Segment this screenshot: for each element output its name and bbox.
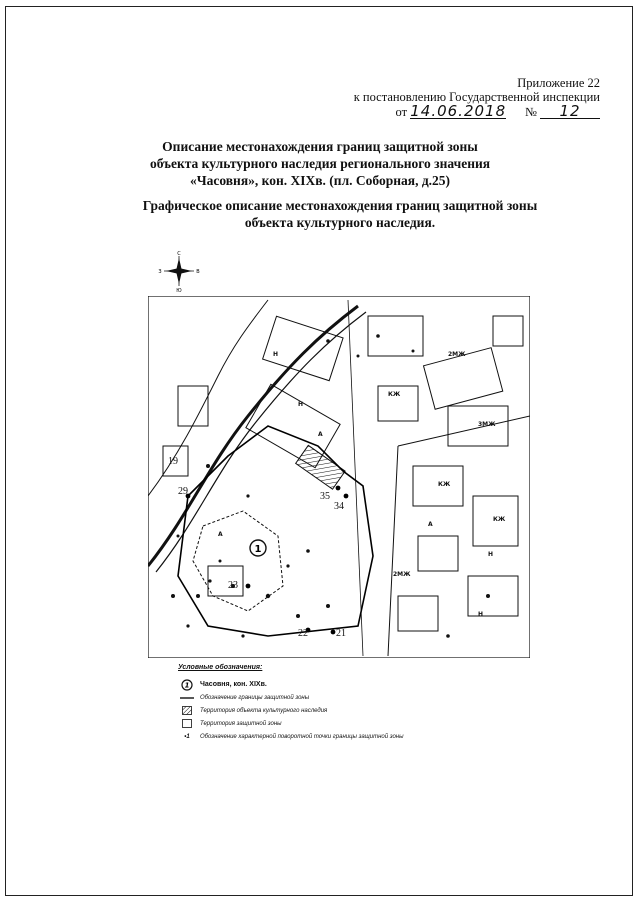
subtitle-line-2: объекта культурного наследия. — [244, 215, 436, 230]
document-subtitle — [0, 197, 640, 231]
title-line-1: Описание местонахождения границ защитной зоны — [162, 139, 478, 154]
legend-label: Часовня, кон. XIXв. — [200, 681, 267, 688]
point-label: 21 — [336, 628, 346, 639]
zone-label: Н — [488, 551, 494, 558]
point-label: 23 — [228, 580, 238, 591]
zone-label: Н — [298, 401, 304, 408]
point-label: 34 — [334, 501, 344, 512]
legend-heading: Условные обозначения: — [178, 664, 263, 671]
compass-west: З — [158, 269, 162, 275]
zone-label: Н — [478, 611, 484, 618]
appendix-title: Приложение 22 — [517, 76, 600, 90]
appendix-reference: к постановлению Государственной инспекции — [353, 90, 600, 104]
turn-point-icon: •1 — [184, 733, 190, 740]
legend-item — [178, 692, 458, 703]
point-label: 35 — [320, 491, 330, 502]
zone-label: А — [218, 531, 223, 538]
compass-south: Ю — [176, 288, 182, 292]
appendix-block — [354, 76, 600, 119]
handwritten-number: 12 — [540, 104, 600, 119]
hatched-square-icon — [178, 706, 196, 715]
zone-label: 2МЖ — [448, 351, 466, 358]
zone-label: КЖ — [493, 516, 506, 523]
legend-item — [178, 679, 458, 690]
boundary-line-icon — [178, 695, 196, 701]
svg-text:1: 1 — [184, 681, 190, 689]
title-line-2: объекта культурного наследия регионального значения — [149, 156, 491, 171]
zone-label: А — [428, 521, 433, 528]
legend-label: Территория объекта культурного наследия — [200, 707, 328, 714]
circled-one-icon — [178, 679, 196, 691]
number-sign: № — [524, 105, 537, 119]
zone-label: 3МЖ — [478, 421, 496, 428]
zone-label: КЖ — [388, 391, 401, 398]
zone-label: КЖ — [438, 481, 451, 488]
point-label: 29 — [178, 486, 188, 497]
compass-rose-icon — [158, 250, 200, 292]
zone-label: 2МЖ — [393, 571, 411, 578]
compass-north: С — [177, 251, 181, 257]
from-prefix: от — [395, 105, 408, 119]
zone-label: Н — [273, 351, 279, 358]
empty-square-icon — [178, 719, 196, 728]
legend-item — [178, 731, 458, 742]
appendix-date-number — [396, 104, 601, 119]
legend-label: Территория защитной зоны — [200, 720, 282, 727]
subtitle-line-1: Графическое описание местонахождения границ защитной зоны — [142, 198, 538, 213]
point-label: 22 — [298, 628, 308, 639]
title-line-3: «Часовня», кон. XIXв. (пл. Соборная, д.25) — [189, 173, 451, 188]
handwritten-date: 14.06.2018 — [410, 102, 507, 120]
point-label: 19 — [168, 456, 178, 467]
document-title — [0, 138, 640, 189]
site-map — [148, 296, 530, 658]
legend-label: Обозначение границы защитной зоны — [200, 694, 310, 701]
legend-item — [178, 705, 458, 716]
legend-label: Обозначение характерной поворотной точки границы защитной зоны — [200, 733, 404, 740]
legend-item — [178, 718, 458, 729]
chapel-marker-label: 1 — [254, 544, 262, 555]
compass-east: В — [196, 269, 200, 275]
map-legend — [178, 664, 458, 744]
zone-label: А — [318, 431, 323, 438]
